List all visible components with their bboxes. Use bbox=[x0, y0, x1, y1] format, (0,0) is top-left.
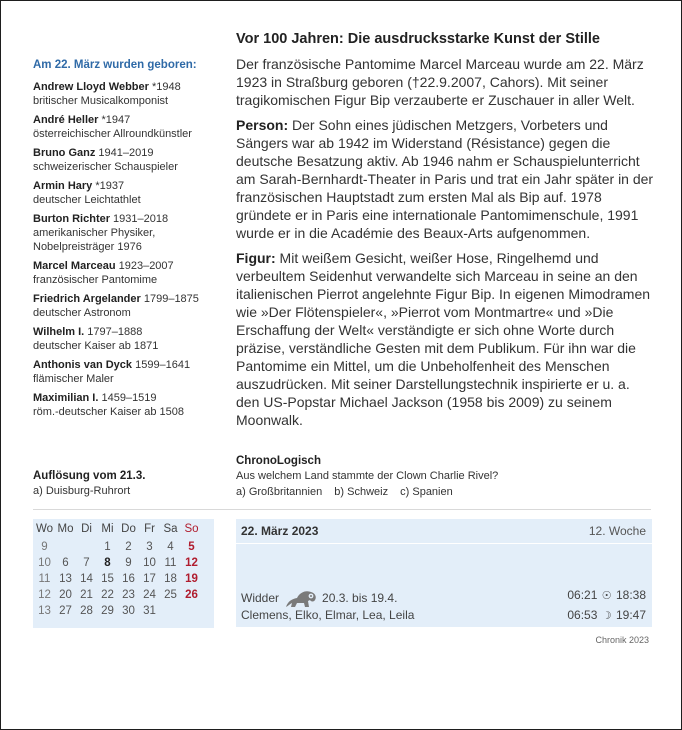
person-name: Bruno Ganz bbox=[33, 147, 96, 159]
birthday-entry bbox=[33, 80, 233, 108]
day-date: 22. März 2023 bbox=[241, 524, 319, 538]
divider bbox=[33, 509, 651, 510]
calendar-day: 24 bbox=[143, 589, 156, 601]
ram-icon bbox=[284, 588, 318, 608]
sunset-time: 18:38 bbox=[615, 588, 646, 602]
person-description: deutscher Kaiser ab 1871 bbox=[33, 340, 159, 352]
person-name: Friedrich Argelander bbox=[33, 293, 141, 305]
article-title: Vor 100 Jahren: Die ausdrucksstarke Kunst der Stille bbox=[236, 31, 600, 47]
birthday-name-line bbox=[33, 146, 233, 160]
week-number-cell: 11 bbox=[38, 573, 51, 585]
weekday-header: Do bbox=[121, 523, 136, 535]
day-header bbox=[236, 519, 652, 543]
calendar-day: 20 bbox=[59, 589, 72, 601]
calendar-day: 14 bbox=[80, 573, 93, 585]
calendar-day: 25 bbox=[164, 589, 177, 601]
sun-icon: ☉ bbox=[601, 590, 612, 602]
person-description: amerikanischer Physiker, bbox=[33, 227, 156, 239]
person-name: Wilhelm I. bbox=[33, 326, 85, 338]
calendar-day: 26 bbox=[185, 589, 198, 601]
person-name: Burton Richter bbox=[33, 213, 110, 225]
birthdays-heading: Am 22. März wurden geboren: bbox=[33, 59, 197, 71]
solution-section bbox=[33, 470, 145, 497]
calendar-day: 12 bbox=[185, 557, 198, 569]
calendar-day bbox=[160, 603, 181, 619]
person-dates: 1931–2018 bbox=[110, 213, 169, 225]
moon-icon: ☽ bbox=[601, 610, 612, 622]
person-name: André Heller bbox=[33, 114, 99, 126]
month-calendar bbox=[33, 519, 214, 628]
person-description: flämischer Maler bbox=[33, 373, 114, 385]
birthday-entry bbox=[33, 358, 233, 386]
footer-label: Chronik 2023 bbox=[595, 635, 649, 645]
person-description: deutscher Leichtathlet bbox=[33, 194, 141, 206]
birthday-name-line bbox=[33, 391, 233, 405]
weekday-header: Mo bbox=[57, 523, 74, 535]
weekday-header: Fr bbox=[144, 523, 155, 535]
figur-label: Figur: bbox=[236, 250, 276, 266]
week-number-cell: 13 bbox=[38, 605, 51, 617]
birthday-name-line bbox=[33, 292, 233, 306]
birthday-name-line bbox=[33, 179, 233, 193]
calendar-header-row bbox=[34, 519, 202, 539]
calendar-day: 9 bbox=[125, 557, 132, 569]
person-description: röm.-deutscher Kaiser ab 1508 bbox=[33, 406, 185, 418]
calendar-day: 6 bbox=[62, 557, 69, 569]
calendar-week-row bbox=[34, 571, 202, 587]
calendar-day: 1 bbox=[104, 541, 111, 553]
week-number-cell: 10 bbox=[38, 557, 51, 569]
calendar-day: 11 bbox=[164, 557, 177, 569]
calendar-week-row bbox=[34, 539, 202, 555]
sun-times bbox=[567, 588, 646, 602]
calendar-day: 5 bbox=[188, 541, 195, 553]
name-days: Clemens, Elko, Elmar, Lea, Leila bbox=[241, 608, 415, 622]
person-dates: *1948 bbox=[148, 81, 181, 93]
calendar-day: 31 bbox=[143, 605, 156, 617]
calendar-day: 23 bbox=[122, 589, 135, 601]
sunrise-time: 06:21 bbox=[567, 588, 598, 602]
calendar-day: 16 bbox=[122, 573, 135, 585]
calendar-day: 15 bbox=[101, 573, 114, 585]
person-dates: *1947 bbox=[98, 114, 131, 126]
day-details bbox=[236, 544, 652, 627]
birthday-name-line bbox=[33, 80, 233, 94]
article-figur-paragraph bbox=[236, 249, 656, 429]
solution-title: Auflösung vom 21.3. bbox=[33, 470, 146, 482]
zodiac-range: 20.3. bis 19.4. bbox=[322, 591, 398, 605]
zodiac-name: Widder bbox=[241, 591, 280, 605]
calendar-day: 29 bbox=[101, 605, 114, 617]
quiz-option-b: b) Schweiz bbox=[334, 486, 389, 498]
birthdays-section bbox=[33, 59, 233, 424]
quiz-question: Aus welchem Land stammte der Clown Charlie Rivel? bbox=[236, 470, 499, 482]
solution-text: a) Duisburg-Ruhrort bbox=[33, 485, 131, 497]
calendar-day: 17 bbox=[143, 573, 156, 585]
calendar-day: 10 bbox=[143, 557, 156, 569]
calendar-day: 8 bbox=[104, 557, 111, 569]
calendar-day bbox=[181, 603, 202, 619]
birthday-name-line bbox=[33, 212, 233, 226]
person-text: Der Sohn eines jüdischen Metzgers, Vorbeters und Sängers war ab 1942 im Widerstand (Résistance) gegen die deutsche Besatzung aktiv. Ab 1946 nahm er Schauspielunterricht am Sarah-Bernhardt-Theater in Paris und trat ein Jahr später in der französischen Hauptstadt zum ersten Mal als Bip auf. 1978 gründete er in Paris eine internationale Pantomimenschule, 1991 wurde er in die Académie des Beaux-Arts aufgenommen. bbox=[236, 117, 654, 241]
moonrise-time: 06:53 bbox=[567, 608, 598, 622]
person-name: Anthonis van Dyck bbox=[33, 359, 133, 371]
birthday-entry bbox=[33, 212, 233, 254]
birthday-entry bbox=[33, 113, 233, 141]
weekday-header: Sa bbox=[163, 523, 178, 535]
birthday-entry bbox=[33, 292, 233, 320]
person-dates: 1599–1641 bbox=[132, 359, 191, 371]
zodiac-row bbox=[241, 588, 397, 608]
person-dates: 1797–1888 bbox=[84, 326, 143, 338]
birthday-entry bbox=[33, 179, 233, 207]
moon-times bbox=[567, 608, 646, 622]
person-description: schweizerischer Schauspieler bbox=[33, 161, 178, 173]
weekday-header: So bbox=[184, 523, 199, 535]
person-description: deutscher Astronom bbox=[33, 307, 131, 319]
quiz-section bbox=[236, 455, 498, 502]
month-calendar-table bbox=[34, 519, 202, 619]
week-number-cell: 12 bbox=[38, 589, 51, 601]
calendar-day: 3 bbox=[146, 541, 153, 553]
calendar-day: 7 bbox=[83, 557, 90, 569]
calendar-day bbox=[76, 539, 97, 555]
quiz-option-c: c) Spanien bbox=[400, 486, 453, 498]
calendar-week-row bbox=[34, 587, 202, 603]
calendar-day: 21 bbox=[80, 589, 93, 601]
quiz-options bbox=[236, 486, 498, 498]
birthday-name-line bbox=[33, 325, 233, 339]
calendar-day: 18 bbox=[164, 573, 177, 585]
person-name: Marcel Marceau bbox=[33, 260, 116, 272]
birthday-entry bbox=[33, 391, 233, 419]
quiz-option-a: a) Großbritannien bbox=[236, 486, 323, 498]
calendar-day: 19 bbox=[185, 573, 198, 585]
birthdays-list bbox=[33, 80, 233, 419]
weekday-header: Di bbox=[81, 523, 92, 535]
person-dates: 1941–2019 bbox=[95, 147, 154, 159]
calendar-day: 13 bbox=[59, 573, 72, 585]
calendar-week-row bbox=[34, 603, 202, 619]
calendar-day: 22 bbox=[101, 589, 114, 601]
birthday-entry bbox=[33, 146, 233, 174]
person-name: Andrew Lloyd Webber bbox=[33, 81, 149, 93]
person-name: Armin Hary bbox=[33, 180, 93, 192]
calendar-day: 2 bbox=[125, 541, 132, 553]
moonset-time: 19:47 bbox=[615, 608, 646, 622]
birthday-name-line bbox=[33, 259, 233, 273]
person-dates: 1799–1875 bbox=[140, 293, 199, 305]
birthday-entry bbox=[33, 259, 233, 287]
calendar-day: 30 bbox=[122, 605, 135, 617]
birthday-name-line bbox=[33, 113, 233, 127]
calendar-day: 4 bbox=[167, 541, 174, 553]
article bbox=[236, 31, 656, 436]
person-description: Nobelpreisträger 1976 bbox=[33, 241, 142, 253]
person-dates: 1923–2007 bbox=[115, 260, 174, 272]
birthday-name-line bbox=[33, 358, 233, 372]
person-dates: 1459–1519 bbox=[98, 392, 157, 404]
weekday-header: Mi bbox=[101, 523, 114, 535]
figur-text: Mit weißem Gesicht, weißer Hose, Ringelhemd und verbeultem Seidenhut verwandelte sich Marceau in seine an den italienischen Pierrot angelehnte Figur Bip. In eigenen Mimodramen wie »Der Flötenspieler«, »Pierrot vom Montmartre« und »Die Erschaffung der Welt« verständigte er sich ohne Worte durch präzise, verständliche Gesten mit dem Publikum. Für ihn war die Pantomime ein Mittel, um die Unbeholfenheit des Menschen auszudrücken. Mit seiner Darstellungstechnik inspirierte er u. a. den US-Popstar Michael Jackson (1958 bis 2009) zu seinem Moonwalk. bbox=[236, 250, 651, 428]
week-number: 12. Woche bbox=[588, 524, 646, 538]
person-description: britischer Musicalkomponist bbox=[33, 95, 169, 107]
person-description: österreichischer Allroundkünstler bbox=[33, 128, 192, 140]
article-intro: Der französische Pantomime Marcel Marceau wurde am 22. März 1923 in Straßburg geboren (†22.9.2007, Cahors). Mit seiner tragikomischen Figur Bip verzauberte er Zuschauer in aller Welt. bbox=[236, 56, 644, 108]
birthday-entry bbox=[33, 325, 233, 353]
person-description: französischer Pantomime bbox=[33, 274, 158, 286]
day-panel bbox=[236, 519, 652, 627]
person-label: Person: bbox=[236, 117, 289, 133]
person-dates: *1937 bbox=[92, 180, 125, 192]
calendar-day: 27 bbox=[59, 605, 72, 617]
person-name: Maximilian I. bbox=[33, 392, 99, 404]
calendar-day bbox=[55, 539, 76, 555]
article-person-paragraph bbox=[236, 116, 656, 242]
calendar-day: 28 bbox=[80, 605, 93, 617]
weekday-header: Wo bbox=[35, 523, 54, 535]
calendar-week-row bbox=[34, 555, 202, 571]
quiz-title: ChronoLogisch bbox=[236, 455, 321, 467]
week-number-cell: 9 bbox=[41, 541, 48, 553]
